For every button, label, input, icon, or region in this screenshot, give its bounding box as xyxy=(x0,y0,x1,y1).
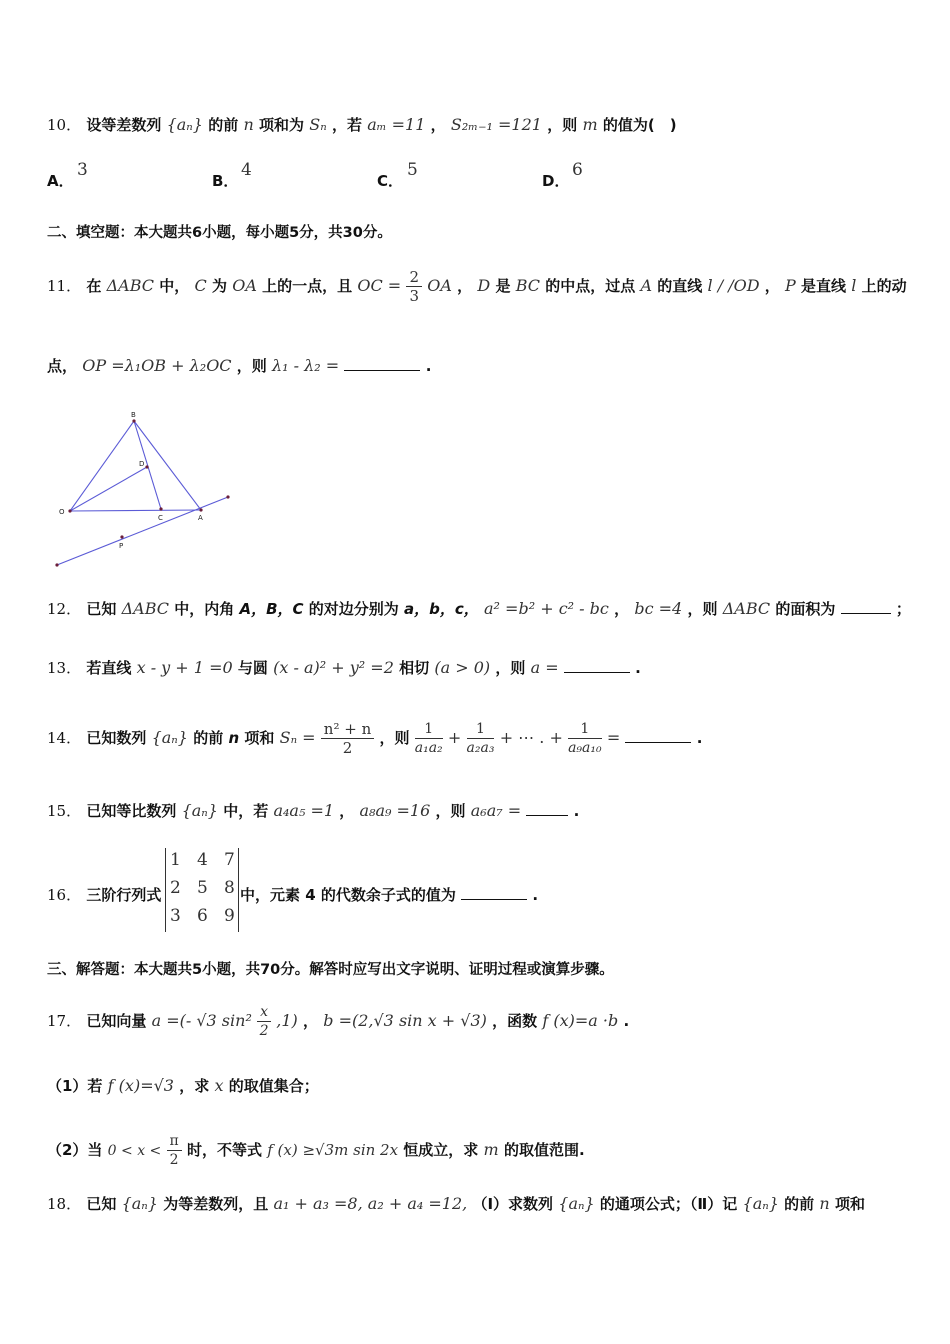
q17-text: 的取值集合； xyxy=(228,1077,319,1095)
q15-text: 中，若 xyxy=(223,802,269,820)
q14-f2-den: a₂a₃ xyxy=(466,740,495,756)
q17-part2 xyxy=(47,1130,585,1171)
q14-fraction-3 xyxy=(568,720,602,757)
det-cell: 6 xyxy=(197,906,208,926)
q11-line-2 xyxy=(47,355,431,377)
q14-line xyxy=(47,718,702,758)
q10-text: 的前 xyxy=(208,116,239,134)
line-l xyxy=(57,497,228,565)
q17-text: 恒成立，求 xyxy=(403,1141,479,1159)
q12-end: ； xyxy=(895,600,911,618)
label-o: O xyxy=(59,508,65,516)
q18-n: n xyxy=(819,1194,830,1213)
q14-plus: + xyxy=(447,728,462,747)
q11-equation: OP =λ₁OB + λ₂OC xyxy=(82,356,232,375)
q11-text: 上的一点，且 xyxy=(262,277,353,295)
det-cell: 8 xyxy=(224,878,235,898)
q14-f3-den: a₉a₁₀ xyxy=(568,740,602,756)
q11-number: 11． xyxy=(47,277,82,295)
q12-angles: A，B，C xyxy=(239,600,304,618)
q15-text: ，则 xyxy=(435,802,466,820)
q11-text: 是 xyxy=(495,277,511,295)
q10-option-b-value: 4 xyxy=(241,160,252,180)
label-d: D xyxy=(139,460,145,468)
q13-circle-equation: (x - a)² + y² =2 xyxy=(273,658,394,677)
q11-text: 的直线 xyxy=(657,277,703,295)
q17-part1-equation: f (x)=√3 xyxy=(107,1076,174,1095)
q17-x-num: x xyxy=(257,1003,271,1022)
q11-oa: OA xyxy=(232,276,257,295)
q16-number: 16． xyxy=(47,886,82,904)
q17-vector-a: a =(- √3 sin² xyxy=(151,1011,252,1030)
q10-condition-2: S₂ₘ₋₁ =121 xyxy=(450,115,542,134)
q12-equation-1: a² =b² + c² - bc xyxy=(484,599,609,618)
q16-end: . xyxy=(532,886,539,904)
q10-sn: Sₙ xyxy=(309,115,327,134)
q17-vector-b: b =(2,√3 sin x + √3) xyxy=(323,1011,487,1030)
q11-a: A xyxy=(640,276,653,295)
q18-text: 为等差数列，且 xyxy=(163,1195,269,1213)
q17-number: 17． xyxy=(47,1012,82,1030)
label-a: A xyxy=(198,514,203,522)
q13-end: . xyxy=(635,659,641,677)
q15-line xyxy=(47,800,579,822)
q17-part1-label: （1）若 xyxy=(47,1077,103,1095)
q10-option-d-label: D． xyxy=(542,172,570,190)
det-cell: 9 xyxy=(224,906,235,926)
q10-option-d-value: 6 xyxy=(572,160,583,180)
q14-text: 项和 xyxy=(244,729,275,747)
det-cell: 4 xyxy=(197,850,208,870)
q18-text: 的通项公式；（Ⅱ）记 xyxy=(599,1195,738,1213)
q12-text: 中，内角 xyxy=(174,600,235,618)
q11-fraction-num: 2 xyxy=(406,268,422,287)
q17-part2-label: （2）当 xyxy=(47,1141,103,1159)
q12-line xyxy=(47,598,911,620)
det-cell: 3 xyxy=(170,906,181,926)
q14-f1-den: a₁a₂ xyxy=(414,740,443,756)
q11-fraction-den: 3 xyxy=(409,287,419,305)
q11-vector-oa: OA xyxy=(427,276,452,295)
q15-end: . xyxy=(573,802,580,820)
q17-text: ，函数 xyxy=(492,1012,538,1030)
det-cell: 2 xyxy=(170,878,181,898)
q16-line-a xyxy=(47,884,161,906)
q16-answer-blank[interactable] xyxy=(461,898,527,900)
q17-end: . xyxy=(623,1012,630,1030)
q13-number: 13． xyxy=(47,659,82,677)
q11-parallel: l / /OD xyxy=(707,276,760,295)
q12-text: 的对边分别为 xyxy=(308,600,399,618)
q11-end: . xyxy=(425,357,432,375)
q18-sequence: {aₙ} xyxy=(121,1194,158,1213)
q11-c: C xyxy=(194,276,207,295)
det-cell: 5 xyxy=(197,878,208,898)
q12-text: ，则 xyxy=(687,600,718,618)
q17-vector-a-end: ,1) xyxy=(276,1011,298,1030)
label-b: B xyxy=(131,411,136,419)
q16-text: 的代数余子式的值为 xyxy=(320,886,456,904)
label-c: C xyxy=(158,514,163,522)
q11-answer-blank[interactable] xyxy=(344,369,420,371)
q11-vector-oc: OC = xyxy=(357,276,402,295)
q11-bc: BC xyxy=(515,276,540,295)
section-fill-in-heading: 二、填空题：本大题共6小题，每小题5分，共30分。 xyxy=(47,225,392,241)
q17-part2-m: m xyxy=(483,1140,499,1159)
q18-line xyxy=(47,1193,865,1215)
q17-x-den: 2 xyxy=(259,1023,269,1039)
segment-ob xyxy=(70,421,134,511)
q15-number: 15． xyxy=(47,802,82,820)
q17-line xyxy=(47,1003,629,1040)
q14-dots: + ⋯ . + xyxy=(499,728,563,747)
q11-line-1 xyxy=(47,268,907,305)
q17-separator: ， xyxy=(302,1012,318,1030)
q10-text: 的值为( ) xyxy=(602,116,677,134)
q16-line-b xyxy=(240,884,538,906)
q13-answer-blank[interactable] xyxy=(564,671,630,673)
q12-separator: ， xyxy=(614,600,630,618)
q16-text: 三阶行列式 xyxy=(86,886,162,904)
q18-text: 已知 xyxy=(86,1195,117,1213)
q10-text: 设等差数列 xyxy=(86,116,162,134)
q11-d: D xyxy=(477,276,491,295)
q15-separator: ， xyxy=(339,802,355,820)
q14-sn-den: 2 xyxy=(342,739,353,757)
q14-sequence: {aₙ} xyxy=(151,728,188,747)
q10-line xyxy=(47,114,677,136)
q10-option-c-label: C． xyxy=(377,172,404,190)
q11-text: 为 xyxy=(211,277,227,295)
segment-oa xyxy=(70,510,201,511)
q14-n: n xyxy=(228,729,240,747)
q10-sequence: {aₙ} xyxy=(166,115,203,134)
q10-option-c-value: 5 xyxy=(407,160,418,180)
q10-n: n xyxy=(243,115,254,134)
q11-text: ， xyxy=(457,277,473,295)
q10-number: 10． xyxy=(47,116,82,134)
q14-f3-num: 1 xyxy=(568,720,602,739)
q17-x-fraction xyxy=(257,1003,271,1040)
q16-element: 4 xyxy=(305,886,316,904)
q10-text: ，若 xyxy=(331,116,362,134)
q11-p: P xyxy=(785,276,796,295)
q12-triangle-2: ΔABC xyxy=(722,599,771,618)
q18-number: 18． xyxy=(47,1195,82,1213)
q14-sn-fraction xyxy=(321,720,374,757)
q15-text: 已知等比数列 xyxy=(86,802,177,820)
q18-condition: a₁ + a₃ =8, a₂ + a₄ =12, xyxy=(273,1194,468,1213)
q13-condition: (a > 0) xyxy=(434,658,491,677)
q13-line-equation: x - y + 1 =0 xyxy=(136,658,233,677)
q12-text: 的面积为 xyxy=(775,600,836,618)
q14-fraction-1 xyxy=(415,720,443,757)
q17-text: ，求 xyxy=(179,1077,210,1095)
q11-text: 中， xyxy=(159,277,190,295)
q18-text: （Ⅰ）求数列 xyxy=(472,1195,554,1213)
q12-number: 12． xyxy=(47,600,82,618)
q14-end: . xyxy=(696,729,703,747)
q10-separator: ， xyxy=(430,116,446,134)
q14-text: 已知数列 xyxy=(86,729,147,747)
q13-text: ，则 xyxy=(495,659,526,677)
q16-determinant xyxy=(165,848,239,932)
q17-part1-x: x xyxy=(214,1076,224,1095)
det-cell: 7 xyxy=(224,850,235,870)
q11-fraction xyxy=(406,268,422,305)
q13-answer-expr: a = xyxy=(530,658,559,677)
q14-f1-num: 1 xyxy=(415,720,443,739)
q14-answer-blank[interactable] xyxy=(625,741,691,743)
q12-triangle: ΔABC xyxy=(121,599,169,618)
q17-text: 时，不等式 xyxy=(186,1141,262,1159)
q10-m: m xyxy=(582,115,598,134)
q14-sn-num: n² + n xyxy=(321,720,374,739)
section-solve-heading: 三、解答题：本大题共5小题，共70分。解答时应写出文字说明、证明过程或演算步骤。 xyxy=(47,962,614,978)
q17-pi-den: 2 xyxy=(169,1152,179,1168)
q14-text: 的前 xyxy=(193,729,224,747)
q14-text: ，则 xyxy=(379,729,410,747)
q11-text: 在 xyxy=(86,277,102,295)
q10-condition-1: aₘ =11 xyxy=(367,115,426,134)
q15-answer-blank[interactable] xyxy=(526,814,568,816)
q17-text: 已知向量 xyxy=(86,1012,147,1030)
q18-sequence-3: {aₙ} xyxy=(742,1194,779,1213)
q14-equals: = xyxy=(606,728,621,747)
q12-text: 已知 xyxy=(86,600,117,618)
segment-od xyxy=(70,467,147,511)
q12-sides: a，b，c， xyxy=(404,600,479,618)
q15-answer-expr: a₆a₇ = xyxy=(470,801,522,820)
q11-text: 点， xyxy=(47,357,78,375)
q11-text: 的中点，过点 xyxy=(545,277,636,295)
q11-text: 上的动 xyxy=(861,277,907,295)
q18-text: 项和 xyxy=(834,1195,865,1213)
q11-text: ， xyxy=(764,277,780,295)
q12-equation-2: bc =4 xyxy=(634,599,683,618)
q11-expression: λ₁ - λ₂ = xyxy=(272,356,340,375)
q13-text: 与圆 xyxy=(237,659,268,677)
q18-text: 的前 xyxy=(784,1195,815,1213)
q11-triangle: ΔABC xyxy=(106,276,154,295)
label-p: P xyxy=(119,542,124,550)
q17-part2-range: 0 < x < xyxy=(107,1143,162,1159)
q10-option-b-label: B． xyxy=(212,172,239,190)
q14-fraction-2 xyxy=(467,720,495,757)
q17-part1 xyxy=(47,1075,319,1097)
q17-pi: π xyxy=(167,1132,182,1151)
q15-condition-2: a₈a₉ =16 xyxy=(359,801,431,820)
q13-text: 若直线 xyxy=(86,659,132,677)
q14-number: 14． xyxy=(47,729,82,747)
q15-sequence: {aₙ} xyxy=(181,801,218,820)
q10-option-a-label: A． xyxy=(47,172,74,190)
det-cell: 1 xyxy=(170,850,181,870)
q16-text: 中，元素 xyxy=(240,886,301,904)
q13-text: 相切 xyxy=(399,659,430,677)
q14-sn: Sₙ = xyxy=(279,728,316,747)
q10-option-a-value: 3 xyxy=(77,160,88,180)
q11-l: l xyxy=(851,276,857,295)
q17-text: 的取值范围. xyxy=(503,1141,585,1159)
q11-figure xyxy=(50,408,250,573)
q10-text: 项和为 xyxy=(259,116,305,134)
q17-pi-fraction xyxy=(167,1132,182,1169)
q11-text: ，则 xyxy=(236,357,267,375)
q13-line xyxy=(47,657,641,679)
q15-condition-1: a₄a₅ =1 xyxy=(273,801,335,820)
q11-text: 是直线 xyxy=(801,277,847,295)
q14-f2-num: 1 xyxy=(467,720,495,739)
q17-part2-inequality: f (x) ≥√3m sin 2x xyxy=(267,1141,399,1159)
q12-answer-blank[interactable] xyxy=(841,612,891,614)
q17-function: f (x)=a ·b xyxy=(542,1011,619,1030)
q10-text: ，则 xyxy=(547,116,578,134)
q18-sequence-2: {aₙ} xyxy=(558,1194,595,1213)
